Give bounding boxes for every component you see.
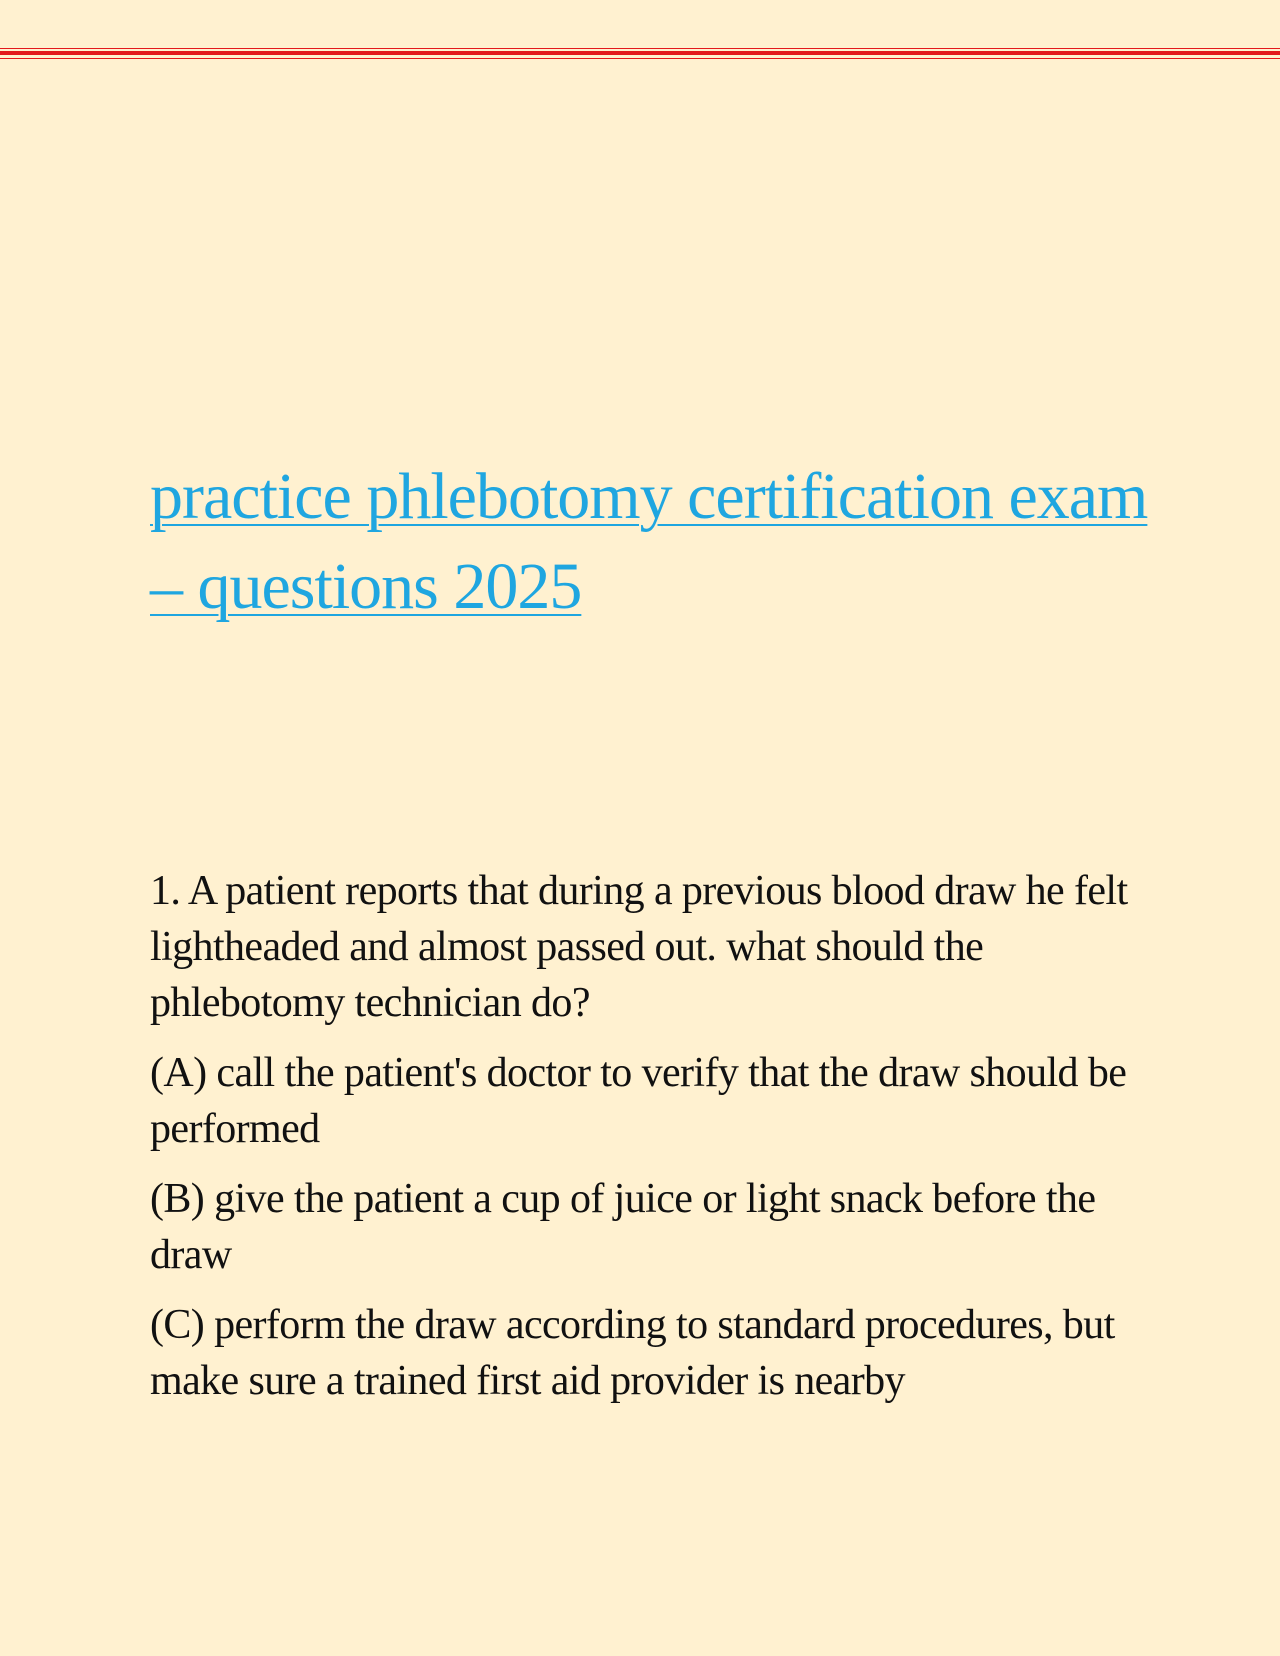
answer-option-b: (B) give the patient a cup of juice or light snack before the draw — [150, 1176, 1096, 1278]
document-title — [150, 452, 1150, 632]
rule-line-upper — [0, 48, 1280, 49]
question-stem: 1. A patient reports that during a previous blood draw he felt lightheaded and almost passed out. what should the phlebotomy technician do? — [150, 868, 1128, 1026]
question-block — [150, 863, 1150, 1423]
document-title-link[interactable]: practice phlebotomy certification exam – questions 2025 — [150, 460, 1148, 623]
rule-line-main — [0, 51, 1280, 55]
answer-option-a: (A) call the patient's doctor to verify that the draw should be performed — [150, 1050, 1127, 1152]
rule-line-lower — [0, 58, 1280, 59]
answer-option-c: (C) perform the draw according to standard procedures, but make sure a trained first aid provider is nearby — [150, 1302, 1115, 1404]
header-double-rule — [0, 48, 1280, 62]
